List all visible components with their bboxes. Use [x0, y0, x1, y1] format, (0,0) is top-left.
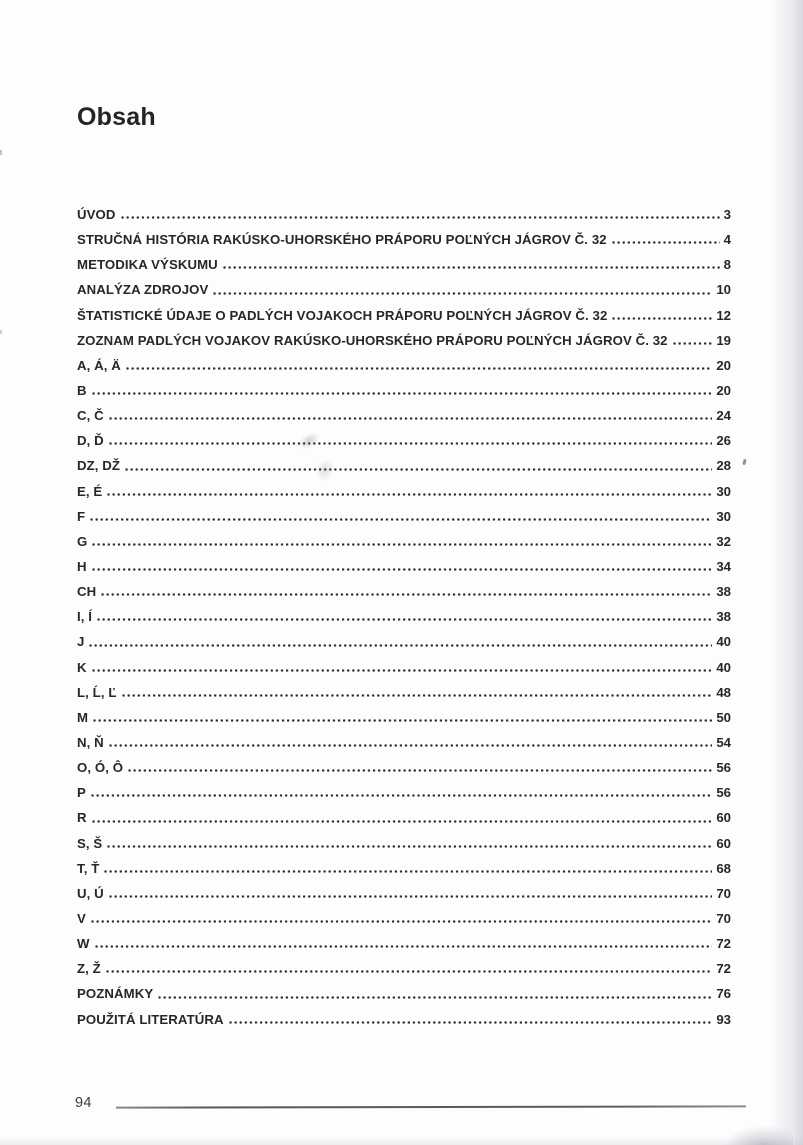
toc-entry-label: T, Ť — [77, 860, 100, 876]
toc-leader-dots — [105, 956, 712, 981]
toc-entry — [77, 680, 731, 705]
toc-leader-dots — [106, 831, 712, 856]
toc-leader-dots — [120, 202, 720, 227]
toc-entry-page: 56 — [716, 760, 731, 776]
toc-entry-page: 20 — [716, 357, 731, 373]
toc-leader-dots — [611, 227, 720, 252]
toc-entry-label: H — [77, 558, 87, 574]
toc-list — [77, 202, 731, 1032]
toc-entry-page: 10 — [716, 282, 731, 298]
toc-entry-label: ŠTATISTICKÉ ÚDAJE O PADLÝCH VOJAKOCH PRÁPORU POĽNÝCH JÁGROV Č. 32 — [77, 307, 608, 323]
toc-entry-label: N, Ň — [77, 734, 104, 750]
scan-shadow-corner — [723, 1125, 793, 1145]
toc-entry — [77, 730, 731, 755]
toc-entry — [77, 252, 731, 277]
toc-entry-page: 32 — [716, 533, 731, 549]
toc-entry-page: 28 — [716, 458, 731, 474]
toc-entry-label: O, Ó, Ô — [77, 760, 124, 776]
toc-leader-dots — [90, 906, 712, 931]
toc-leader-dots — [94, 931, 713, 956]
page-title: Obsah — [77, 103, 156, 131]
toc-leader-dots — [157, 981, 712, 1006]
toc-leader-dots — [124, 453, 712, 478]
toc-entry — [77, 202, 731, 227]
toc-entry — [77, 705, 731, 730]
toc-entry-page: 56 — [716, 785, 731, 801]
toc-entry-label: K — [77, 659, 87, 675]
scan-speck — [742, 459, 746, 466]
toc-entry-label: METODIKA VÝSKUMU — [77, 257, 218, 273]
toc-entry-page: 26 — [716, 433, 731, 449]
toc-entry-page: 24 — [716, 408, 731, 424]
toc-entry-page: 68 — [716, 860, 731, 876]
toc-entry-label: M — [77, 709, 89, 725]
footer-page-number: 94 — [75, 1095, 92, 1111]
toc-entry-page: 4 — [723, 232, 731, 248]
toc-entry — [77, 1007, 731, 1032]
toc-leader-dots — [91, 554, 713, 579]
toc-leader-dots — [90, 780, 712, 805]
toc-entry-page: 30 — [716, 483, 731, 499]
toc-entry — [77, 981, 731, 1006]
toc-entry-label: R — [77, 810, 87, 826]
toc-entry-label: B — [77, 382, 87, 398]
toc-entry — [77, 428, 731, 453]
toc-leader-dots — [228, 1007, 713, 1032]
toc-leader-dots — [91, 378, 713, 403]
toc-entry — [77, 755, 731, 780]
toc-entry-page: 20 — [716, 382, 731, 398]
toc-entry-page: 38 — [716, 609, 731, 625]
toc-leader-dots — [127, 755, 712, 780]
toc-entry — [77, 856, 731, 881]
toc-leader-dots — [108, 403, 713, 428]
toc-entry-page: 34 — [716, 558, 731, 574]
toc-leader-dots — [121, 680, 713, 705]
scan-shadow-right — [771, 0, 803, 1145]
toc-entry-page: 3 — [723, 207, 731, 222]
toc-entry — [77, 956, 731, 981]
toc-entry-page: 54 — [716, 734, 731, 750]
toc-entry — [77, 378, 731, 403]
footer-rule — [116, 1105, 746, 1108]
toc-leader-dots — [89, 504, 712, 529]
toc-entry — [77, 831, 731, 856]
toc-entry-label: G — [77, 533, 88, 549]
toc-leader-dots — [108, 730, 713, 755]
toc-leader-dots — [96, 604, 712, 629]
toc-entry-label: ZOZNAM PADLÝCH VOJAKOV RAKÚSKO-UHORSKÉHO PRÁPORU POĽNÝCH JÁGROV Č. 32 — [77, 332, 668, 348]
toc-entry-page: 70 — [716, 910, 731, 926]
toc-entry-label: P — [77, 785, 86, 801]
toc-entry — [77, 529, 731, 554]
toc-entry-label: C, Č — [77, 408, 104, 424]
toc-entry-page: 60 — [716, 810, 731, 826]
scan-edge-speck — [0, 330, 2, 334]
toc-leader-dots — [611, 303, 712, 328]
scan-shadow-bottom — [0, 1137, 803, 1145]
toc-leader-dots — [212, 277, 712, 302]
toc-entry-label: I, Í — [77, 609, 93, 625]
toc-entry-page: 12 — [716, 307, 731, 323]
toc-leader-dots — [100, 579, 712, 604]
toc-entry — [77, 579, 731, 604]
toc-entry-label: F — [77, 508, 86, 524]
toc-entry-page: 8 — [723, 257, 731, 273]
toc-entry — [77, 554, 731, 579]
toc-entry — [77, 655, 731, 680]
toc-entry-label: ÚVOD — [77, 207, 116, 222]
toc-leader-dots — [103, 856, 712, 881]
toc-entry-page: 50 — [716, 709, 731, 725]
toc-entry — [77, 303, 731, 328]
toc-entry-page: 72 — [716, 936, 731, 952]
toc-entry-label: POUŽITÁ LITERATÚRA — [77, 1011, 224, 1027]
toc-entry-label: J — [77, 634, 85, 650]
toc-entry — [77, 479, 731, 504]
toc-entry-label: D, Ď — [77, 433, 104, 449]
toc-leader-dots — [91, 655, 713, 680]
toc-entry — [77, 353, 731, 378]
toc-leader-dots — [108, 881, 713, 906]
toc-entry-page: 40 — [716, 659, 731, 675]
toc-entry — [77, 453, 731, 478]
toc-entry — [77, 780, 731, 805]
toc-entry-label: CH — [77, 584, 97, 600]
toc-entry-label: S, Š — [77, 835, 103, 851]
toc-entry-page: 19 — [716, 332, 731, 348]
toc-entry-page: 38 — [716, 584, 731, 600]
toc-entry-label: E, É — [77, 483, 103, 499]
toc-entry — [77, 328, 731, 353]
toc-leader-dots — [108, 428, 713, 453]
toc-entry-label: A, Á, Ä — [77, 357, 121, 373]
toc-leader-dots — [106, 479, 712, 504]
toc-entry — [77, 931, 731, 956]
toc-entry-page: 70 — [716, 885, 731, 901]
toc-entry-page: 60 — [716, 835, 731, 851]
toc-entry-label: Z, Ž — [77, 961, 101, 977]
toc-entry-page: 93 — [716, 1011, 731, 1027]
toc-entry-label: DZ, DŽ — [77, 458, 121, 474]
toc-entry-label: STRUČNÁ HISTÓRIA RAKÚSKO-UHORSKÉHO PRÁPORU POĽNÝCH JÁGROV Č. 32 — [77, 232, 607, 248]
toc-entry — [77, 805, 731, 830]
toc-entry — [77, 906, 731, 931]
toc-entry-page: 30 — [716, 508, 731, 524]
toc-entry-label: U, Ú — [77, 885, 104, 901]
toc-leader-dots — [88, 629, 712, 654]
toc-entry-page: 76 — [716, 986, 731, 1002]
toc-entry-label: W — [77, 936, 90, 952]
toc-leader-dots — [91, 805, 713, 830]
toc-entry — [77, 504, 731, 529]
scan-edge-speck — [0, 150, 2, 155]
toc-leader-dots — [222, 252, 720, 277]
toc-entry — [77, 881, 731, 906]
toc-entry-label: V — [77, 910, 86, 926]
toc-leader-dots — [672, 328, 713, 353]
toc-leader-dots — [91, 529, 712, 554]
toc-entry-page: 72 — [716, 961, 731, 977]
toc-entry-page: 48 — [716, 684, 731, 700]
toc-entry-page: 40 — [716, 634, 731, 650]
toc-entry — [77, 403, 731, 428]
toc-leader-dots — [92, 705, 712, 730]
toc-entry-label: L, Ĺ, Ľ — [77, 684, 117, 700]
toc-entry-label: ANALÝZA ZDROJOV — [77, 282, 209, 298]
toc-leader-dots — [125, 353, 712, 378]
toc-entry — [77, 277, 731, 302]
toc-entry — [77, 629, 731, 654]
toc-entry-label: POZNÁMKY — [77, 986, 154, 1002]
toc-entry — [77, 227, 731, 252]
toc-entry — [77, 604, 731, 629]
